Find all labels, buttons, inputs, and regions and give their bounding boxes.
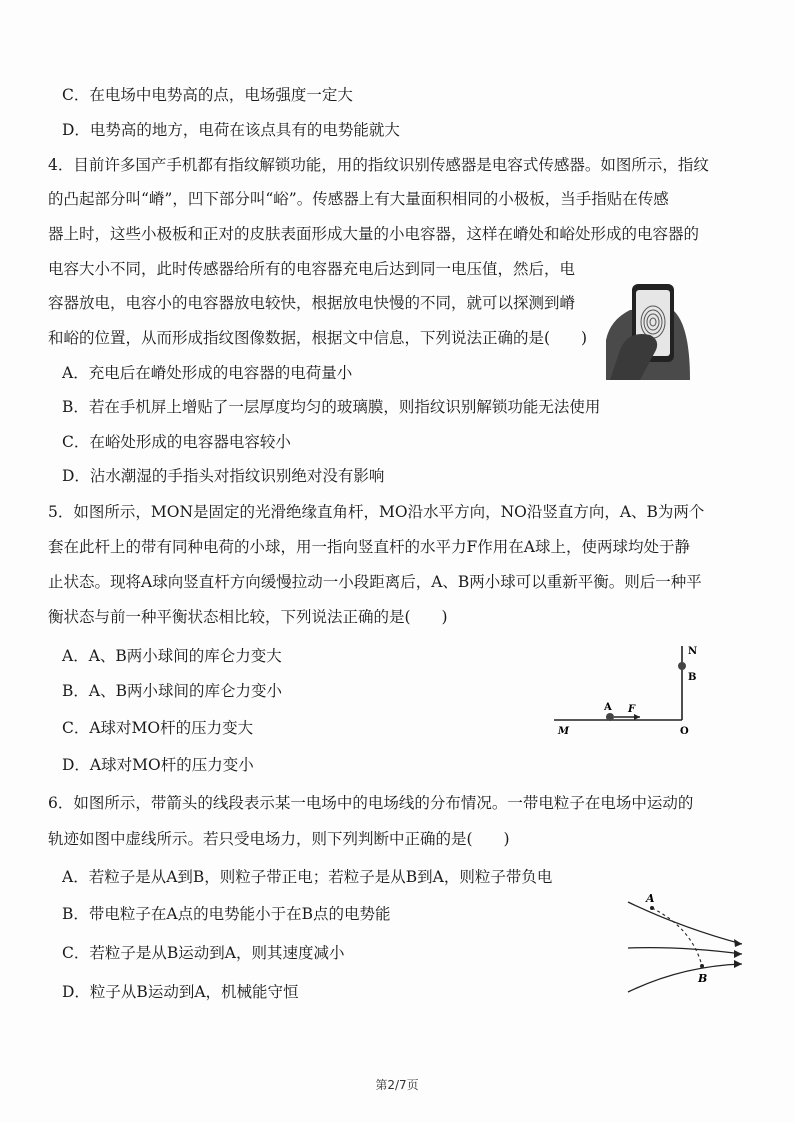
label-b: B <box>698 972 708 985</box>
q3-option-d: D．电势高的地方，电荷在该点具有的电势能就大 <box>62 121 400 139</box>
point-a <box>650 906 654 910</box>
q3-option-c: C．在电场中电势高的点，电场强度一定大 <box>62 86 353 104</box>
q5-option-b: B．A、B两小球间的库仑力变小 <box>62 682 282 700</box>
q6-stem-line-2: 轨迹如图中虚线所示。若只受电场力，则下列判断中正确的是( ) <box>48 830 510 848</box>
q4-option-c: C．在峪处形成的电容器电容较小 <box>62 433 291 451</box>
q4-option-b: B．若在手机屏上增贴了一层厚度均匀的玻璃膜，则指纹识别解锁功能无法使用 <box>62 398 601 416</box>
ball-a <box>606 713 614 721</box>
q4-stem-line-5: 容器放电，电容小的电容器放电较快，根据放电快慢的不同，就可以探测到嵴 <box>48 294 576 312</box>
q4-stem-line-2: 的凸起部分叫“嵴”，凹下部分叫“峪”。传感器上有大量面积相同的小极板，当手指贴在传感 <box>48 190 669 208</box>
field-line-upper <box>628 902 742 944</box>
q4-stem-line-3: 器上时，这些小极板和正对的皮肤表面形成大量的小电容器，这样在嵴处和峪处形成的电容器的 <box>48 225 700 243</box>
q6-stem-line-1: 6．如图所示，带箭头的线段表示某一电场中的电场线的分布情况。一带电粒子在电场中运动的 <box>48 794 694 812</box>
point-b <box>700 964 704 968</box>
mon-rod-figure <box>548 640 708 740</box>
q6-option-d: D．粒子从B运动到A，机械能守恒 <box>62 983 299 1001</box>
q5-stem-line-3: 止状态。现将A球向竖直杆方向缓慢拉动一小段距离后，A、B两小球可以重新平衡。则后一种平 <box>48 573 702 591</box>
q4-stem-line-4: 电容大小不同，此时传感器给所有的电容器充电后达到同一电压值，然后，电 <box>48 260 576 278</box>
page-number: 第2/7页 <box>375 1078 419 1092</box>
label-o: O <box>680 726 689 737</box>
q5-option-a: A．A、B两小球间的库仑力变大 <box>62 647 282 665</box>
label-f: F <box>628 704 636 715</box>
field-line-lower <box>628 964 742 992</box>
q5-stem-line-4: 衡状态与前一种平衡状态相比较，下列说法正确的是( ) <box>48 608 448 626</box>
ball-b <box>678 662 686 670</box>
label-m: M <box>558 726 570 737</box>
q4-stem-line-1: 4．目前许多国产手机都有指纹解锁功能，用的指纹识别传感器是电容式传感器。如图所示，指纹 <box>48 156 709 174</box>
q4-option-d: D．沾水潮湿的手指头对指纹识别绝对没有影响 <box>62 467 385 485</box>
q5-option-c: C．A球对MO杆的压力变大 <box>62 719 254 737</box>
q4-stem-line-6: 和峪的位置，从而形成指纹图像数据，根据文中信息，下列说法正确的是( ) <box>48 329 588 347</box>
label-a: A <box>646 892 655 905</box>
field-line-middle <box>628 948 742 954</box>
q6-option-c: C．若粒子是从B运动到A，则其速度减小 <box>62 944 345 962</box>
field-lines-figure <box>622 888 748 1000</box>
q5-stem-line-1: 5．如图所示，MON是固定的光滑绝缘直角杆，MO沿水平方向，NO沿竖直方向，A、B为两个 <box>48 503 705 521</box>
label-a: A <box>604 702 612 713</box>
label-n: N <box>688 646 698 657</box>
q5-stem-line-2: 套在此杆上的带有同种电荷的小球，用一指向竖直杆的水平力F作用在A球上，使两球均处于静 <box>48 538 690 556</box>
label-b: B <box>688 672 697 683</box>
q6-option-b: B．带电粒子在A点的电势能小于在B点的电势能 <box>62 905 391 923</box>
q5-option-d: D．A球对MO杆的压力变小 <box>62 756 254 774</box>
q6-option-a: A．若粒子是从A到B，则粒子带正电；若粒子是从B到A，则粒子带负电 <box>62 868 553 886</box>
q4-option-a: A．充电后在嵴处形成的电容器的电荷量小 <box>62 364 353 382</box>
